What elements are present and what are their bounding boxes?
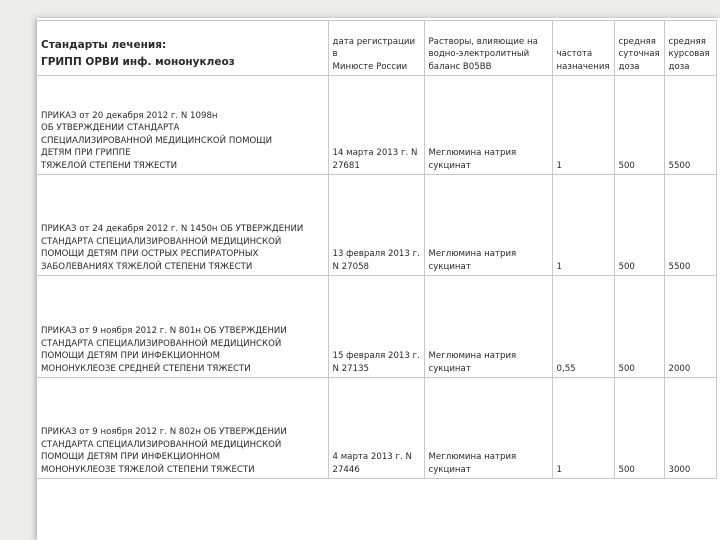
frequency-value: 1 <box>552 76 614 175</box>
course-dose-value: 2000 <box>664 276 716 378</box>
course-dose-value: 5500 <box>664 175 716 276</box>
frequency-value: 1 <box>552 378 614 479</box>
daily-dose-value: 500 <box>614 76 664 175</box>
table-row <box>37 76 716 175</box>
table-title <box>37 21 328 76</box>
frequency-value: 1 <box>552 175 614 276</box>
daily-dose-value: 500 <box>614 378 664 479</box>
order-text: ПРИКАЗ от 9 ноября 2012 г. N 802н ОБ УТВЕРЖДЕНИИ СТАНДАРТА СПЕЦИАЛИЗИРОВАННОЙ МЕДИЦИНСКОЙ ПОМОЩИ ДЕТЯМ ПРИ ИНФЕКЦИОННОМ МОНОНУКЛЕОЗЕ ТЯЖЕЛОЙ СТЕПЕНИ ТЯЖЕСТИ <box>37 378 328 479</box>
daily-dose-value: 500 <box>614 276 664 378</box>
order-text: ПРИКАЗ от 24 декабря 2012 г. N 1450н ОБ УТВЕРЖДЕНИИ СТАНДАРТА СПЕЦИАЛИЗИРОВАННОЙ МЕДИЦИНСКОЙ ПОМОЩИ ДЕТЯМ ПРИ ОСТРЫХ РЕСПИРАТОРНЫХ ЗАБОЛЕВАНИЯХ ТЯЖЕЛОЙ СТЕПЕНИ ТЯЖЕСТИ <box>37 175 328 276</box>
drug-name: Меглюмина натрия сукцинат <box>424 378 552 479</box>
daily-dose-value: 500 <box>614 175 664 276</box>
registration-date: 14 марта 2013 г. N 27681 <box>328 76 424 175</box>
table-row <box>37 175 716 276</box>
header-row <box>37 21 716 76</box>
course-dose-value: 5500 <box>664 76 716 175</box>
frequency-value: 0,55 <box>552 276 614 378</box>
drug-name: Меглюмина натрия сукцинат <box>424 276 552 378</box>
order-text: ПРИКАЗ от 9 ноября 2012 г. N 801н ОБ УТВЕРЖДЕНИИ СТАНДАРТА СПЕЦИАЛИЗИРОВАННОЙ МЕДИЦИНСКОЙ ПОМОЩИ ДЕТЯМ ПРИ ИНФЕКЦИОННОМ МОНОНУКЛЕОЗЕ СРЕДНЕЙ СТЕПЕНИ ТЯЖЕСТИ <box>37 276 328 378</box>
order-text: ПРИКАЗ от 20 декабря 2012 г. N 1098н ОБ УТВЕРЖДЕНИИ СТАНДАРТА СПЕЦИАЛИЗИРОВАННОЙ МЕДИЦИНСКОЙ ПОМОЩИ ДЕТЯМ ПРИ ГРИППЕ ТЯЖЕЛОЙ СТЕПЕНИ ТЯЖЕСТИ <box>37 76 328 175</box>
registration-date: 4 марта 2013 г. N 27446 <box>328 378 424 479</box>
title-line-2: ГРИПП ОРВИ инф. мононуклеоз <box>41 56 235 68</box>
header-registration: дата регистрации в Минюсте России <box>328 21 424 76</box>
header-daily-dose: средняя суточная доза <box>614 21 664 76</box>
registration-date: 13 февраля 2013 г. N 27058 <box>328 175 424 276</box>
drug-name: Меглюмина натрия сукцинат <box>424 76 552 175</box>
title-line-1: Стандарты лечения: <box>41 39 167 51</box>
registration-date: 15 февраля 2013 г. N 27135 <box>328 276 424 378</box>
table-row <box>37 276 716 378</box>
header-frequency: частота назначения <box>552 21 614 76</box>
header-solutions: Растворы, влияющие на водно-электролитный баланс B05BB <box>424 21 552 76</box>
header-course-dose: средняя курсовая доза <box>664 21 716 76</box>
course-dose-value: 3000 <box>664 378 716 479</box>
table-row <box>37 378 716 479</box>
standards-table <box>37 20 717 479</box>
drug-name: Меглюмина натрия сукцинат <box>424 175 552 276</box>
